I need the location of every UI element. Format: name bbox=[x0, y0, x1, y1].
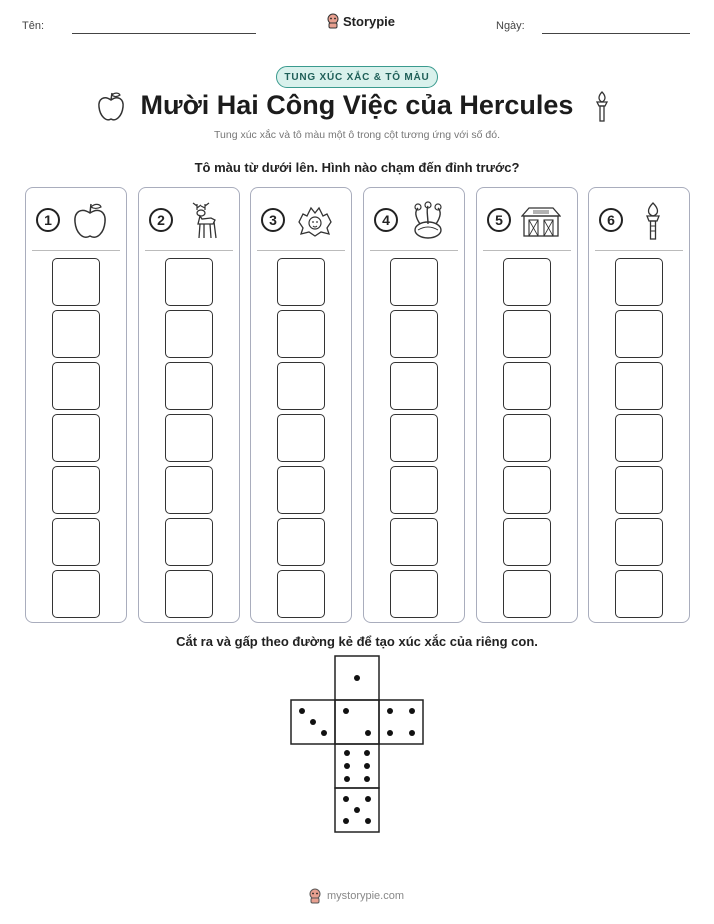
column-2 bbox=[138, 187, 240, 623]
color-cell[interactable] bbox=[165, 466, 213, 514]
color-cell[interactable] bbox=[277, 570, 325, 618]
color-cell[interactable] bbox=[165, 362, 213, 410]
color-cell[interactable] bbox=[277, 518, 325, 566]
column-number: 2 bbox=[149, 208, 173, 232]
color-cell[interactable] bbox=[503, 310, 551, 358]
color-cell[interactable] bbox=[390, 310, 438, 358]
storypie-mascot-icon bbox=[308, 888, 322, 904]
column-divider bbox=[145, 250, 233, 251]
color-cell[interactable] bbox=[503, 570, 551, 618]
color-cell[interactable] bbox=[165, 414, 213, 462]
subtitle: Tung xúc xắc và tô màu một ô trong cột tương ứng với số đó. bbox=[214, 129, 500, 141]
color-cell[interactable] bbox=[615, 466, 663, 514]
color-cell[interactable] bbox=[52, 466, 100, 514]
deer-icon bbox=[183, 200, 223, 242]
torch-icon bbox=[593, 91, 611, 123]
stable-icon bbox=[521, 200, 561, 242]
color-cell[interactable] bbox=[503, 362, 551, 410]
color-cell[interactable] bbox=[503, 414, 551, 462]
color-cell[interactable] bbox=[503, 466, 551, 514]
column-4 bbox=[363, 187, 465, 623]
storypie-logo bbox=[326, 13, 395, 29]
color-cell[interactable] bbox=[503, 518, 551, 566]
color-cell[interactable] bbox=[277, 466, 325, 514]
color-cell[interactable] bbox=[52, 414, 100, 462]
column-number: 1 bbox=[36, 208, 60, 232]
color-cell[interactable] bbox=[390, 362, 438, 410]
color-cell[interactable] bbox=[52, 362, 100, 410]
color-cell[interactable] bbox=[165, 258, 213, 306]
column-number: 6 bbox=[599, 208, 623, 232]
color-cell[interactable] bbox=[390, 466, 438, 514]
color-cell[interactable] bbox=[615, 258, 663, 306]
color-cell[interactable] bbox=[52, 570, 100, 618]
column-divider bbox=[370, 250, 458, 251]
die-face-center bbox=[335, 700, 379, 744]
footer bbox=[308, 888, 404, 904]
column-divider bbox=[32, 250, 120, 251]
color-cell[interactable] bbox=[503, 258, 551, 306]
color-cell[interactable] bbox=[52, 518, 100, 566]
column-number: 4 bbox=[374, 208, 398, 232]
color-cell[interactable] bbox=[165, 518, 213, 566]
color-cell[interactable] bbox=[615, 570, 663, 618]
torch-icon bbox=[633, 200, 673, 242]
die-face-6 bbox=[335, 744, 379, 788]
name-line bbox=[72, 33, 256, 34]
lion-pelt-icon bbox=[295, 200, 335, 242]
color-cell[interactable] bbox=[52, 310, 100, 358]
activity-badge: TUNG XÚC XẮC & TÔ MÀU bbox=[276, 66, 438, 88]
color-cell[interactable] bbox=[615, 310, 663, 358]
color-cell[interactable] bbox=[390, 258, 438, 306]
coloring-instruction: Tô màu từ dưới lên. Hình nào chạm đến đỉnh trước? bbox=[194, 160, 520, 175]
color-cell[interactable] bbox=[52, 258, 100, 306]
color-cell[interactable] bbox=[390, 414, 438, 462]
color-cell[interactable] bbox=[615, 362, 663, 410]
page-title: Mười Hai Công Việc của Hercules bbox=[140, 90, 574, 120]
column-divider bbox=[483, 250, 571, 251]
color-cell[interactable] bbox=[615, 414, 663, 462]
column-3 bbox=[250, 187, 352, 623]
apple-icon bbox=[70, 200, 110, 242]
date-label: Ngày: bbox=[496, 20, 525, 32]
footer-url[interactable]: mystorypie.com bbox=[327, 890, 405, 902]
color-cell[interactable] bbox=[390, 518, 438, 566]
die-instruction: Cắt ra và gấp theo đường kẻ để tạo xúc xắc của riêng con. bbox=[176, 634, 538, 649]
date-line bbox=[542, 33, 690, 34]
column-divider bbox=[257, 250, 345, 251]
name-label: Tên: bbox=[22, 20, 45, 32]
die-net bbox=[290, 655, 424, 835]
column-6 bbox=[588, 187, 690, 623]
color-cell[interactable] bbox=[390, 570, 438, 618]
color-cell[interactable] bbox=[277, 362, 325, 410]
color-cell[interactable] bbox=[615, 518, 663, 566]
column-1 bbox=[25, 187, 127, 623]
logo-text: Storypie bbox=[343, 13, 396, 29]
column-number: 3 bbox=[261, 208, 285, 232]
storypie-mascot-icon bbox=[326, 13, 340, 29]
color-cell[interactable] bbox=[165, 310, 213, 358]
color-cell[interactable] bbox=[277, 258, 325, 306]
hydra-icon bbox=[408, 200, 448, 242]
color-cell[interactable] bbox=[277, 414, 325, 462]
color-cell[interactable] bbox=[165, 570, 213, 618]
column-5 bbox=[476, 187, 578, 623]
column-divider bbox=[595, 250, 683, 251]
column-number: 5 bbox=[487, 208, 511, 232]
die-face-4 bbox=[379, 700, 423, 744]
color-cell[interactable] bbox=[277, 310, 325, 358]
